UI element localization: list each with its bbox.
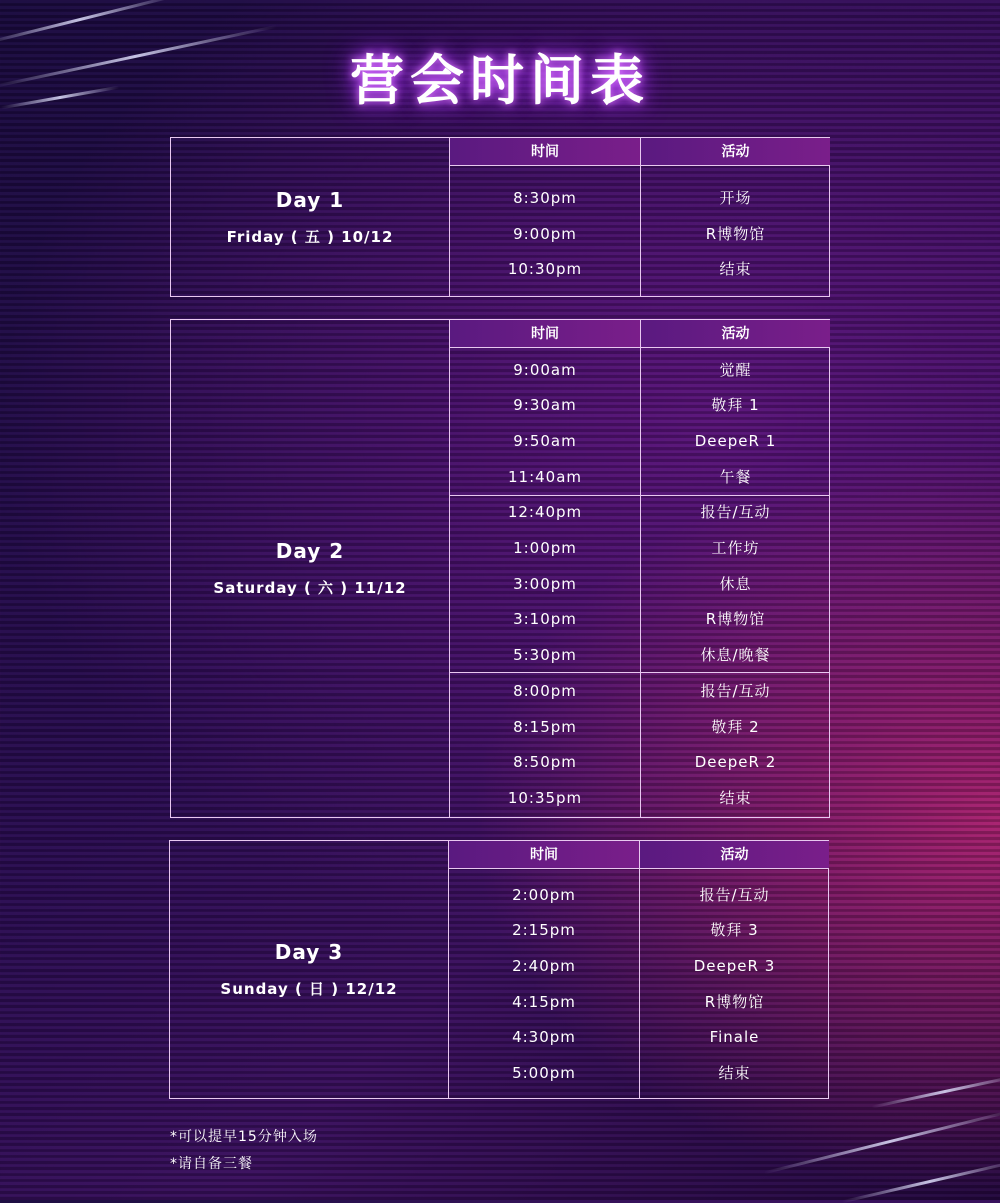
session-divider xyxy=(450,672,830,673)
activity-cell: 午餐 xyxy=(719,468,752,486)
time-cell: 9:50am xyxy=(513,432,577,450)
day-1-schedule xyxy=(170,137,830,297)
session-divider xyxy=(450,495,830,496)
day-date: Friday ( 五 ) 10/12 xyxy=(226,227,394,246)
day-2-schedule xyxy=(170,319,830,818)
time-header: 时间 xyxy=(450,138,640,166)
time-cell: 5:30pm xyxy=(513,646,577,664)
page-title: 营会时间表 xyxy=(350,49,650,112)
activity-header: 活动 xyxy=(641,138,830,166)
day-label-cell xyxy=(171,320,450,817)
activity-cell: R博物馆 xyxy=(705,610,766,628)
activity-cell: 结束 xyxy=(719,260,752,278)
day-3-schedule xyxy=(169,840,829,1099)
activity-column xyxy=(640,841,829,1098)
time-cell: 8:50pm xyxy=(513,753,577,771)
light-streak xyxy=(842,1160,1000,1203)
day-label-cell xyxy=(171,138,450,296)
activity-cell: 报告/互动 xyxy=(700,503,771,521)
time-column xyxy=(450,138,641,296)
activity-cell: DeepeR 2 xyxy=(694,753,777,771)
time-cell: 10:30pm xyxy=(507,260,583,278)
day-title: Day 1 xyxy=(275,187,345,212)
activity-column xyxy=(641,138,830,296)
time-cell: 10:35pm xyxy=(507,789,583,807)
activity-cell: Finale xyxy=(709,1028,760,1046)
time-column xyxy=(449,841,640,1098)
activity-cell: R博物馆 xyxy=(704,993,765,1011)
time-cell: 5:00pm xyxy=(512,1064,576,1082)
activity-header: 活动 xyxy=(640,841,829,869)
activity-cell: 敬拜 3 xyxy=(710,921,759,939)
time-cell: 8:15pm xyxy=(513,718,577,736)
note-early-entry: *可以提早15分钟入场 xyxy=(170,1129,318,1145)
activity-cell: 结束 xyxy=(718,1064,751,1082)
time-cell: 2:15pm xyxy=(512,921,576,939)
day-title: Day 2 xyxy=(275,539,345,563)
activity-column xyxy=(641,320,830,817)
time-cell: 4:30pm xyxy=(512,1028,576,1046)
activity-cell: 休息/晚餐 xyxy=(700,646,771,664)
activity-cell: 敬拜 1 xyxy=(711,396,760,414)
light-streak xyxy=(763,1109,1000,1175)
activity-cell: 开场 xyxy=(719,189,752,207)
activity-cell: 休息 xyxy=(719,575,752,593)
time-cell: 8:30pm xyxy=(513,189,577,207)
note-meals: *请自备三餐 xyxy=(170,1156,253,1172)
time-cell: 9:00pm xyxy=(513,225,577,243)
day-title: Day 3 xyxy=(274,940,344,964)
time-cell: 3:10pm xyxy=(513,610,577,628)
time-cell: 3:00pm xyxy=(513,575,577,593)
activity-cell: DeepeR 1 xyxy=(694,432,777,450)
time-header: 时间 xyxy=(449,841,639,869)
day-date: Saturday ( 六 ) 11/12 xyxy=(213,579,407,597)
day-date: Sunday ( 日 ) 12/12 xyxy=(220,980,398,998)
activity-cell: 工作坊 xyxy=(711,539,760,557)
activity-cell: 报告/互动 xyxy=(699,886,770,904)
time-cell: 2:40pm xyxy=(512,957,576,975)
day-label-cell xyxy=(170,841,449,1098)
activity-header: 活动 xyxy=(641,320,830,348)
time-cell: 2:00pm xyxy=(512,886,576,904)
activity-cell: 报告/互动 xyxy=(700,682,771,700)
activity-cell: 敬拜 2 xyxy=(711,718,760,736)
time-cell: 9:30am xyxy=(513,396,577,414)
time-cell: 8:00pm xyxy=(513,682,577,700)
time-header: 时间 xyxy=(450,320,640,348)
time-cell: 11:40am xyxy=(507,468,583,486)
light-streak xyxy=(871,1074,1000,1108)
activity-cell: R博物馆 xyxy=(705,225,766,243)
time-cell: 1:00pm xyxy=(513,539,577,557)
activity-cell: 觉醒 xyxy=(719,361,752,379)
time-cell: 4:15pm xyxy=(512,993,576,1011)
time-cell: 9:00am xyxy=(513,361,577,379)
activity-cell: 结束 xyxy=(719,789,752,807)
time-cell: 12:40pm xyxy=(507,503,583,521)
activity-cell: DeepeR 3 xyxy=(693,957,776,975)
time-column xyxy=(450,320,641,817)
